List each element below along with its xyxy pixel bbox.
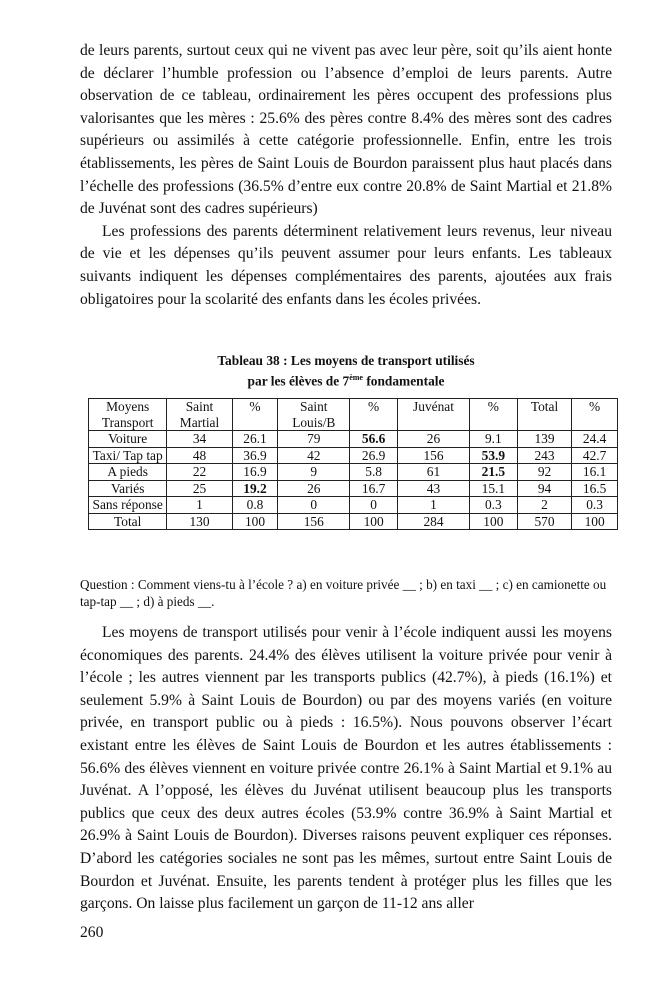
table-cell: 53.9 bbox=[469, 447, 517, 464]
paragraph-1: de leurs parents, surtout ceux qui ne vivent pas avec leur père, soit qu’ils aient honte de déclarer l’humble profession ou l’absence d’emploi de leurs parents. Autre observation de ce tableau, ordinairement les pères occupent des professions plus valorisantes que les mères : 25.6% des pères contre 8.4% des mères sont des cadres supérieurs ou assimilés à cette catégorie professionnelle. Enfin, entre les trois établissements, les pères de Saint Louis de Bourdon paraissent plus haut placés dans l’échelle des professions (36.5% d’entre eux contre 20.8% de Saint Martial et 21.8% de Juvénat sont des cadres supérieurs) bbox=[80, 42, 612, 218]
table-cell: 100 bbox=[232, 513, 278, 530]
table-cell: 0.3 bbox=[572, 497, 618, 514]
row-label-cell: Variés bbox=[89, 480, 167, 497]
table-header-cell: % bbox=[469, 399, 517, 431]
table-cell: 100 bbox=[350, 513, 398, 530]
table-row bbox=[89, 497, 618, 514]
table-cell: 0 bbox=[350, 497, 398, 514]
caption-superscript: ème bbox=[349, 373, 363, 382]
table-cell: 2 bbox=[517, 497, 571, 514]
table-cell: 94 bbox=[517, 480, 571, 497]
table-cell: 9 bbox=[278, 464, 350, 481]
table-row bbox=[89, 464, 618, 481]
table-cell: 16.9 bbox=[232, 464, 278, 481]
table-cell: 61 bbox=[398, 464, 470, 481]
page-number: 260 bbox=[80, 924, 104, 941]
table-cell: 36.9 bbox=[232, 447, 278, 464]
caption-line-1: Tableau 38 : Les moyens de transport utilisés bbox=[217, 353, 475, 368]
row-label-cell: A pieds bbox=[89, 464, 167, 481]
body-text-block-1 bbox=[80, 40, 612, 311]
table-header-cell: Moyens Transport bbox=[89, 399, 167, 431]
paragraph-2: Les professions des parents déterminent relativement leurs revenus, leur niveau de vie et les dépenses qu’ils peuvent assumer pour leurs enfants. Les tableaux suivants indiquent les dépenses complémentaires des parents, ajoutées aux frais obligatoires pour la scolarité des enfants dans les écoles privées. bbox=[80, 222, 612, 308]
table-cell: 0.8 bbox=[232, 497, 278, 514]
table-row bbox=[89, 447, 618, 464]
table-cell: 26.1 bbox=[232, 431, 278, 448]
table-cell: 139 bbox=[517, 431, 571, 448]
caption-text: par les élèves de 7 bbox=[247, 373, 350, 389]
table-header-cell: % bbox=[232, 399, 278, 431]
body-text-block-2 bbox=[80, 622, 612, 916]
table-body bbox=[89, 431, 618, 530]
table-cell: 16.7 bbox=[350, 480, 398, 497]
table-cell: 34 bbox=[167, 431, 232, 448]
table-cell: 24.4 bbox=[572, 431, 618, 448]
table-cell: 1 bbox=[167, 497, 232, 514]
table-cell: 0.3 bbox=[469, 497, 517, 514]
table-cell: 16.5 bbox=[572, 480, 618, 497]
table-cell: 25 bbox=[167, 480, 232, 497]
table-cell: 42 bbox=[278, 447, 350, 464]
table-cell: 156 bbox=[278, 513, 350, 530]
table-cell: 1 bbox=[398, 497, 470, 514]
row-label-cell: Total bbox=[89, 513, 167, 530]
table-header-row bbox=[89, 399, 618, 431]
table-header-cell: Total bbox=[517, 399, 571, 431]
table-cell: 48 bbox=[167, 447, 232, 464]
table-cell: 15.1 bbox=[469, 480, 517, 497]
table-header-cell: Juvénat bbox=[398, 399, 470, 431]
table-cell: 243 bbox=[517, 447, 571, 464]
caption-text: fondamentale bbox=[362, 373, 445, 389]
table-cell: 22 bbox=[167, 464, 232, 481]
row-label-cell: Taxi/ Tap tap bbox=[89, 447, 167, 464]
table-cell: 42.7 bbox=[572, 447, 618, 464]
table-header-cell: Saint Martial bbox=[167, 399, 232, 431]
transport-table bbox=[88, 398, 618, 530]
table-cell: 130 bbox=[167, 513, 232, 530]
table-cell: 100 bbox=[469, 513, 517, 530]
table-row bbox=[89, 431, 618, 448]
table-cell: 43 bbox=[398, 480, 470, 497]
table-cell: 26.9 bbox=[350, 447, 398, 464]
table-header-cell: % bbox=[572, 399, 618, 431]
table-cell: 92 bbox=[517, 464, 571, 481]
table-cell: 19.2 bbox=[232, 480, 278, 497]
table-row bbox=[89, 480, 618, 497]
caption-line-2 bbox=[80, 369, 612, 389]
table-question-note: Question : Comment viens-tu à l’école ? a) en voiture privée __ ; b) en taxi __ ; c) en camionette ou tap-tap __ ; d) à pieds __. bbox=[80, 577, 607, 609]
table-cell: 284 bbox=[398, 513, 470, 530]
table-cell: 56.6 bbox=[350, 431, 398, 448]
table-header-cell: Saint Louis/B bbox=[278, 399, 350, 431]
table-cell: 156 bbox=[398, 447, 470, 464]
table-cell: 21.5 bbox=[469, 464, 517, 481]
table-cell: 26 bbox=[278, 480, 350, 497]
table-cell: 100 bbox=[572, 513, 618, 530]
table-cell: 26 bbox=[398, 431, 470, 448]
table-cell: 16.1 bbox=[572, 464, 618, 481]
table-caption bbox=[80, 352, 612, 389]
table-cell: 5.8 bbox=[350, 464, 398, 481]
row-label-cell: Sans réponse bbox=[89, 497, 167, 514]
row-label-cell: Voiture bbox=[89, 431, 167, 448]
table-cell: 79 bbox=[278, 431, 350, 448]
table-cell: 570 bbox=[517, 513, 571, 530]
table-header-cell: % bbox=[350, 399, 398, 431]
table-cell: 0 bbox=[278, 497, 350, 514]
table-cell: 9.1 bbox=[469, 431, 517, 448]
table-row bbox=[89, 513, 618, 530]
paragraph-3: Les moyens de transport utilisés pour venir à l’école indiquent aussi les moyens économiques des parents. 24.4% des élèves utilisent la voiture privée pour venir à l’école ; les autres viennent par les transports publics (42.7%), à pieds (16.1%) et seulement 5.9% à Saint Louis de Bourdon) ou par des moyens variés (en voiture privée, en transport public ou à pieds : 16.5%). Nous pouvons observer l’écart existant entre les élèves de Saint Louis de Bourdon et les autres établissements : 56.6% des élèves viennent en voiture privée contre 26.1% à Saint Martial et 9.1% au Juvénat. A l’opposé, les élèves du Juvénat utilisent beaucoup plus les transports publics que ceux des deux autres écoles (53.9% contre 36.9% à Saint Martial et 26.9% à Saint Louis de Bourdon). Diverses raisons peuvent expliquer ces réponses. D’abord les catégories sociales ne sont pas les mêmes, surtout entre Saint Louis de Bourdon et Juvénat. Ensuite, les parents tendent à protéger plus les filles que les garçons. On laisse plus facilement un garçon de 11-12 ans aller bbox=[80, 624, 612, 913]
